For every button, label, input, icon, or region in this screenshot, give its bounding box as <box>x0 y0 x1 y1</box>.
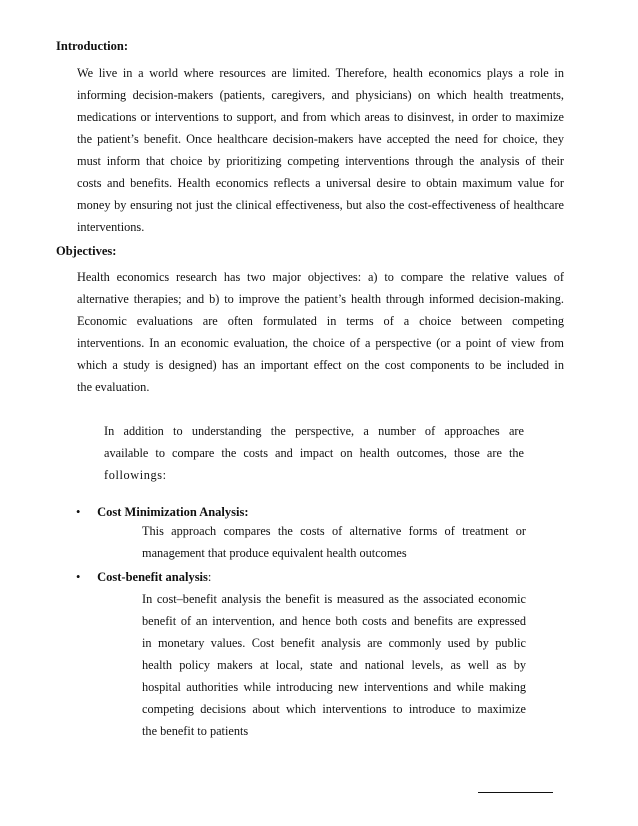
bullet-icon: • <box>76 505 81 519</box>
text-line: Health economics research has two major objectives: a) to compare the relative values of <box>77 270 564 284</box>
approaches-paragraph <box>104 420 524 486</box>
text-line: health policy makers at local, state and national levels, as well as by <box>142 658 526 672</box>
text-line: In addition to understanding the perspective, a number of approaches are <box>104 424 524 438</box>
text-line: must inform that choice by prioritizing competing interventions through the analysis of their <box>77 154 564 168</box>
text-line: informing decision-makers (patients, caregivers, and physicians) on which health treatments, <box>77 88 564 102</box>
text-line: the evaluation. <box>77 380 150 394</box>
text-line: available to compare the costs and impact on health outcomes, those are the <box>104 446 524 460</box>
text-line: the patient’s benefit. Once healthcare decision-makers have accepted the need for choice, they <box>77 132 564 146</box>
footer-rule <box>478 792 553 793</box>
text-line: We live in a world where resources are limited. Therefore, health economics plays a role in <box>77 66 564 80</box>
text-line: management that produce equivalent health outcomes <box>142 546 407 560</box>
cost-benefit-paragraph <box>142 588 526 742</box>
cost-benefit-title-colon: : <box>207 570 212 584</box>
text-line: alternative therapies; and b) to improve the patient’s health through informed decision-making. <box>77 292 564 306</box>
text-line: costs and benefits. Health economics reflects a universal desire to obtain maximum value for <box>77 176 564 190</box>
text-line: which a study is designed) has an important effect on the cost components to be included in <box>77 358 564 372</box>
text-line: followings: <box>104 468 167 482</box>
text-line: This approach compares the costs of alternative forms of treatment or <box>142 524 526 538</box>
text-line: Economic evaluations are often formulated in terms of a choice between competing <box>77 314 564 328</box>
introduction-paragraph <box>77 62 564 238</box>
text-line: hospital authorities while introducing new interventions and while making <box>142 680 526 694</box>
text-line: interventions. In an economic evaluation, the choice of a perspective (or a point of view from <box>77 336 564 350</box>
text-line: money by ensuring not just the clinical effectiveness, but also the cost-effectiveness of healthcare <box>77 198 564 212</box>
cost-benefit-bullet <box>76 569 211 585</box>
objectives-heading: Objectives: <box>56 244 117 258</box>
text-line: medications or interventions to support, and from which areas to disinvest, in order to maximize <box>77 110 564 124</box>
objectives-paragraph <box>77 266 564 398</box>
cost-minimization-title: Cost Minimization Analysis: <box>97 505 249 519</box>
text-line: the benefit to patients <box>142 724 249 738</box>
introduction-heading: Introduction: <box>56 39 129 53</box>
text-line: interventions. <box>77 220 145 234</box>
text-line: competing decisions about which interventions to introduce to maximize <box>142 702 526 716</box>
text-line: in monetary values. Cost benefit analysis are commonly used by public <box>142 636 526 650</box>
text-line: benefit of an intervention, and hence both costs and benefits are expressed <box>142 614 526 628</box>
text-line: In cost–benefit analysis the benefit is measured as the associated economic <box>142 592 526 606</box>
cost-minimization-paragraph <box>142 520 526 564</box>
bullet-icon: • <box>76 570 81 584</box>
cost-benefit-title: Cost-benefit analysis <box>97 570 208 584</box>
cost-minimization-bullet <box>76 504 249 520</box>
